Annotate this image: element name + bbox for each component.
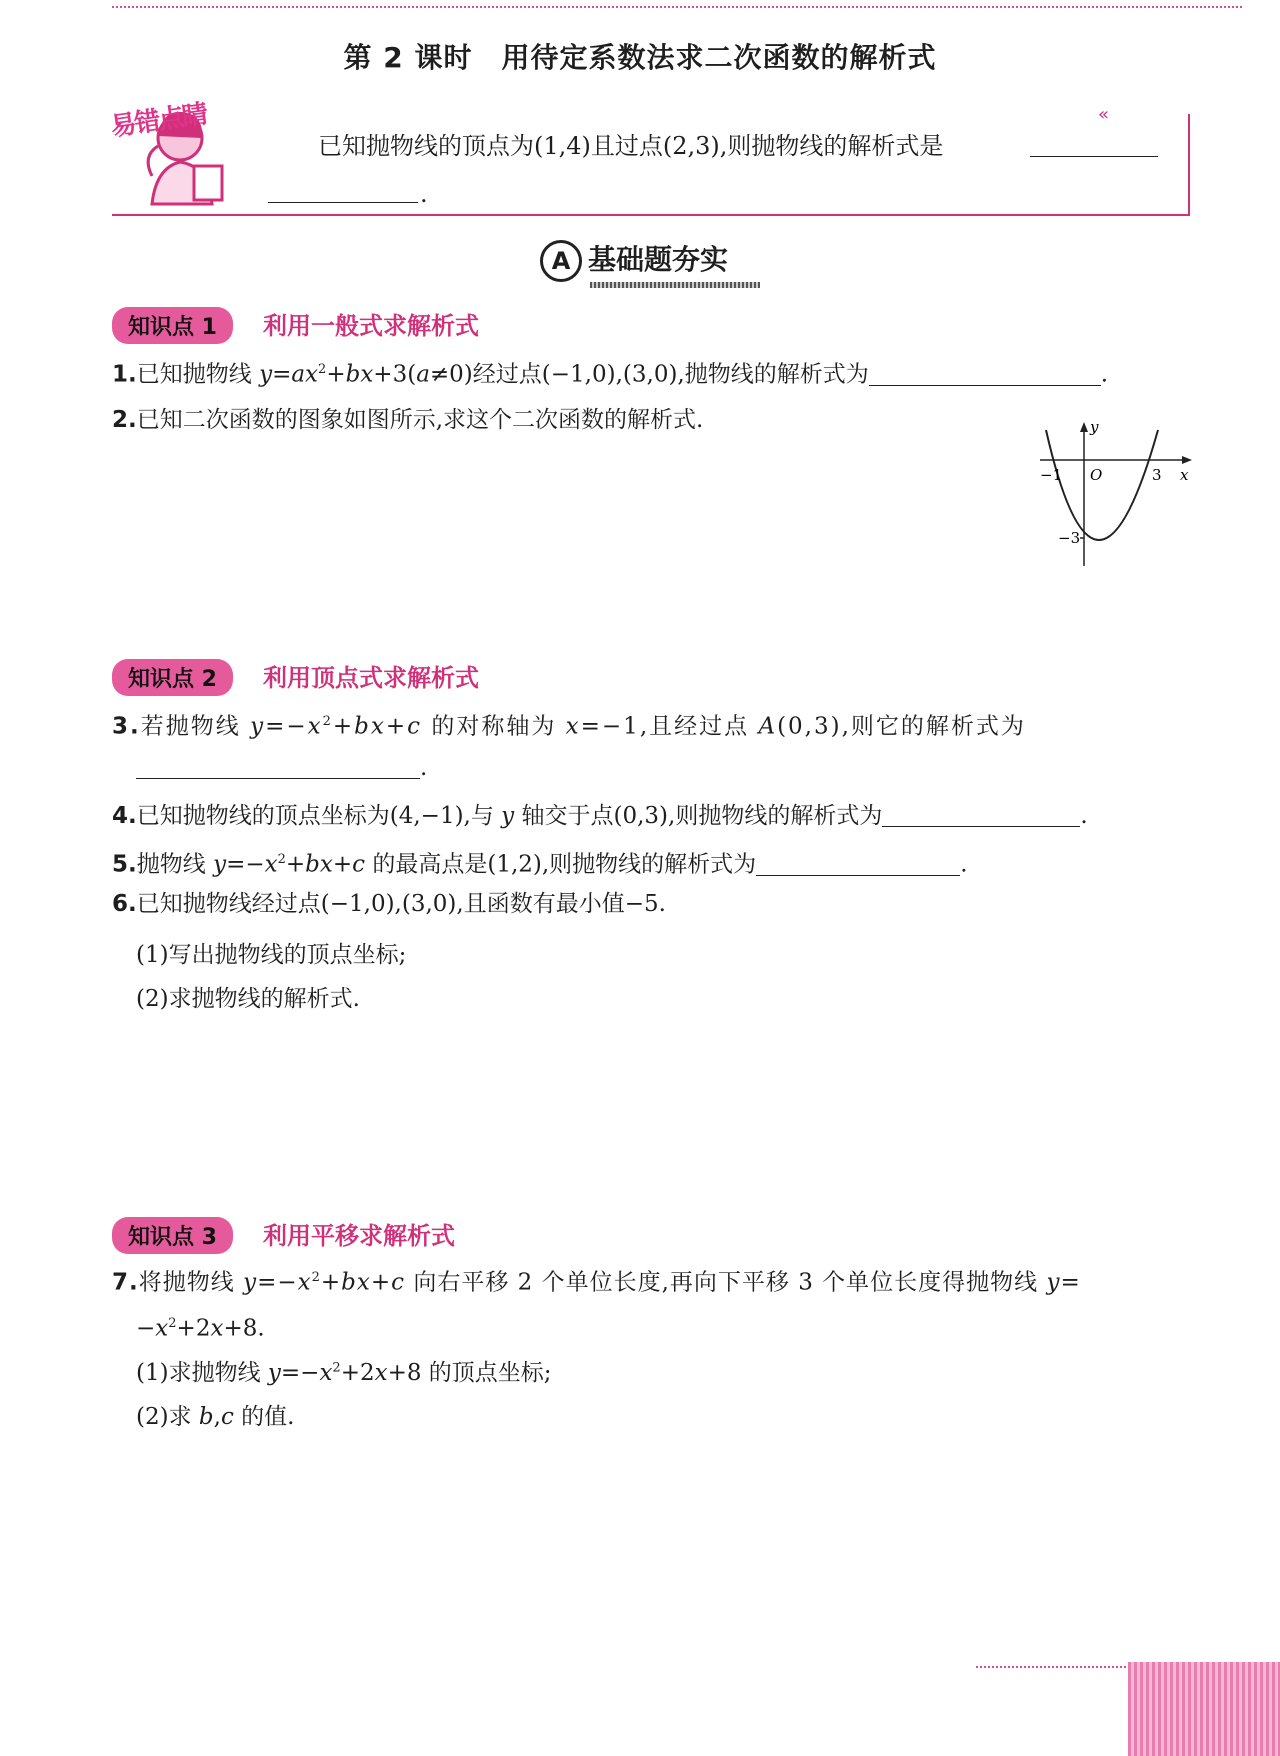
tip-end: . xyxy=(420,180,428,208)
tip-question: 已知抛物线的顶点为(1,4)且过点(2,3),则抛物线的解析式是 xyxy=(318,132,944,160)
question-number: 6. xyxy=(112,891,137,917)
kp-title: 利用平移求解析式 xyxy=(262,1222,455,1250)
answer-blank[interactable] xyxy=(268,202,418,203)
answer-blank[interactable] xyxy=(756,875,960,876)
question-number: 4. xyxy=(112,803,137,829)
top-dotted-rule xyxy=(112,6,1242,8)
footer-dotted-rule xyxy=(976,1666,1126,1668)
question-5: 5.抛物线 $y=-x^2+bx+c$ 的最高点是(1,2),则抛物线的解析式为 . xyxy=(112,851,968,878)
question-number: 1. xyxy=(112,361,137,388)
parabola-graph xyxy=(1036,420,1196,574)
question-7-part-2: (2)求 b,c 的值. xyxy=(136,1404,295,1430)
tip-arrow-icon: « xyxy=(1098,104,1110,125)
question-number: 5. xyxy=(112,851,137,878)
question-6: 6.已知抛物线经过点(−1,0),(3,0),且函数有最小值−5. xyxy=(112,891,666,917)
answer-blank[interactable] xyxy=(1030,156,1158,157)
question-number: 7. xyxy=(112,1269,139,1296)
section-title: 基础题夯实 xyxy=(588,243,729,276)
question-7-part-1: (1)求抛物线 $y=-x^2+2x+8$ 的顶点坐标; xyxy=(136,1360,552,1386)
x-tick-label: −1 xyxy=(1040,466,1063,484)
question-1: 1.已知抛物线 $y=ax^2+bx+3(a\ne 0)$经过点(−1,0),(3,0),抛物线的解析式为 . xyxy=(112,361,1109,388)
mascot-label: 易错点睛 xyxy=(108,99,208,143)
knowledge-point-3 xyxy=(112,1216,455,1254)
answer-blank[interactable] xyxy=(136,778,420,779)
question-3: 3.若抛物线 $y=-x^2+bx+c$ 的对称轴为 x=−1,且经过点 A(0,3),则它的解析式为 xyxy=(112,713,1026,740)
question-2: 2.已知二次函数的图象如图所示,求这个二次函数的解析式. xyxy=(112,407,704,433)
y-axis-label: y xyxy=(1090,420,1099,436)
question-7: 7.将抛物线 $y=-x^2+bx+c$ 向右平移 2 个单位长度,再向下平移 3 个单位长度得抛物线 y= xyxy=(112,1269,1081,1296)
knowledge-point-1 xyxy=(112,306,479,344)
x-tick-label: 3 xyxy=(1152,466,1162,484)
question-6-part-2: (2)求抛物线的解析式. xyxy=(136,986,360,1012)
answer-blank[interactable] xyxy=(869,385,1101,386)
footer-stripe-band xyxy=(1128,1662,1280,1756)
section-heading xyxy=(540,238,728,282)
kp-title: 利用一般式求解析式 xyxy=(262,312,479,340)
question-number: 3. xyxy=(112,713,141,740)
question-4: 4.已知抛物线的顶点坐标为(4,−1),与 y 轴交于点(0,3),则抛物线的解析式为 . xyxy=(112,803,1088,829)
origin-label: O xyxy=(1090,466,1103,484)
kp-badge: 知识点 3 xyxy=(112,1217,233,1254)
kp-badge: 知识点 1 xyxy=(112,307,233,344)
section-underline xyxy=(590,282,760,288)
answer-blank[interactable] xyxy=(882,826,1080,827)
question-6-part-1: (1)写出抛物线的顶点坐标; xyxy=(136,942,407,968)
page-title: 第 2 课时 用待定系数法求二次函数的解析式 xyxy=(343,41,937,74)
section-badge: A xyxy=(540,240,582,282)
question-number: 2. xyxy=(112,407,137,433)
question-7-continued: $-x^2+2x+8$. xyxy=(136,1315,265,1342)
kp-badge: 知识点 2 xyxy=(112,659,233,696)
y-tick-label: −3 xyxy=(1058,529,1081,547)
knowledge-point-2 xyxy=(112,658,479,696)
question-3-answer: . xyxy=(136,752,427,784)
x-axis-label: x xyxy=(1180,466,1189,484)
kp-title: 利用顶点式求解析式 xyxy=(262,664,479,692)
